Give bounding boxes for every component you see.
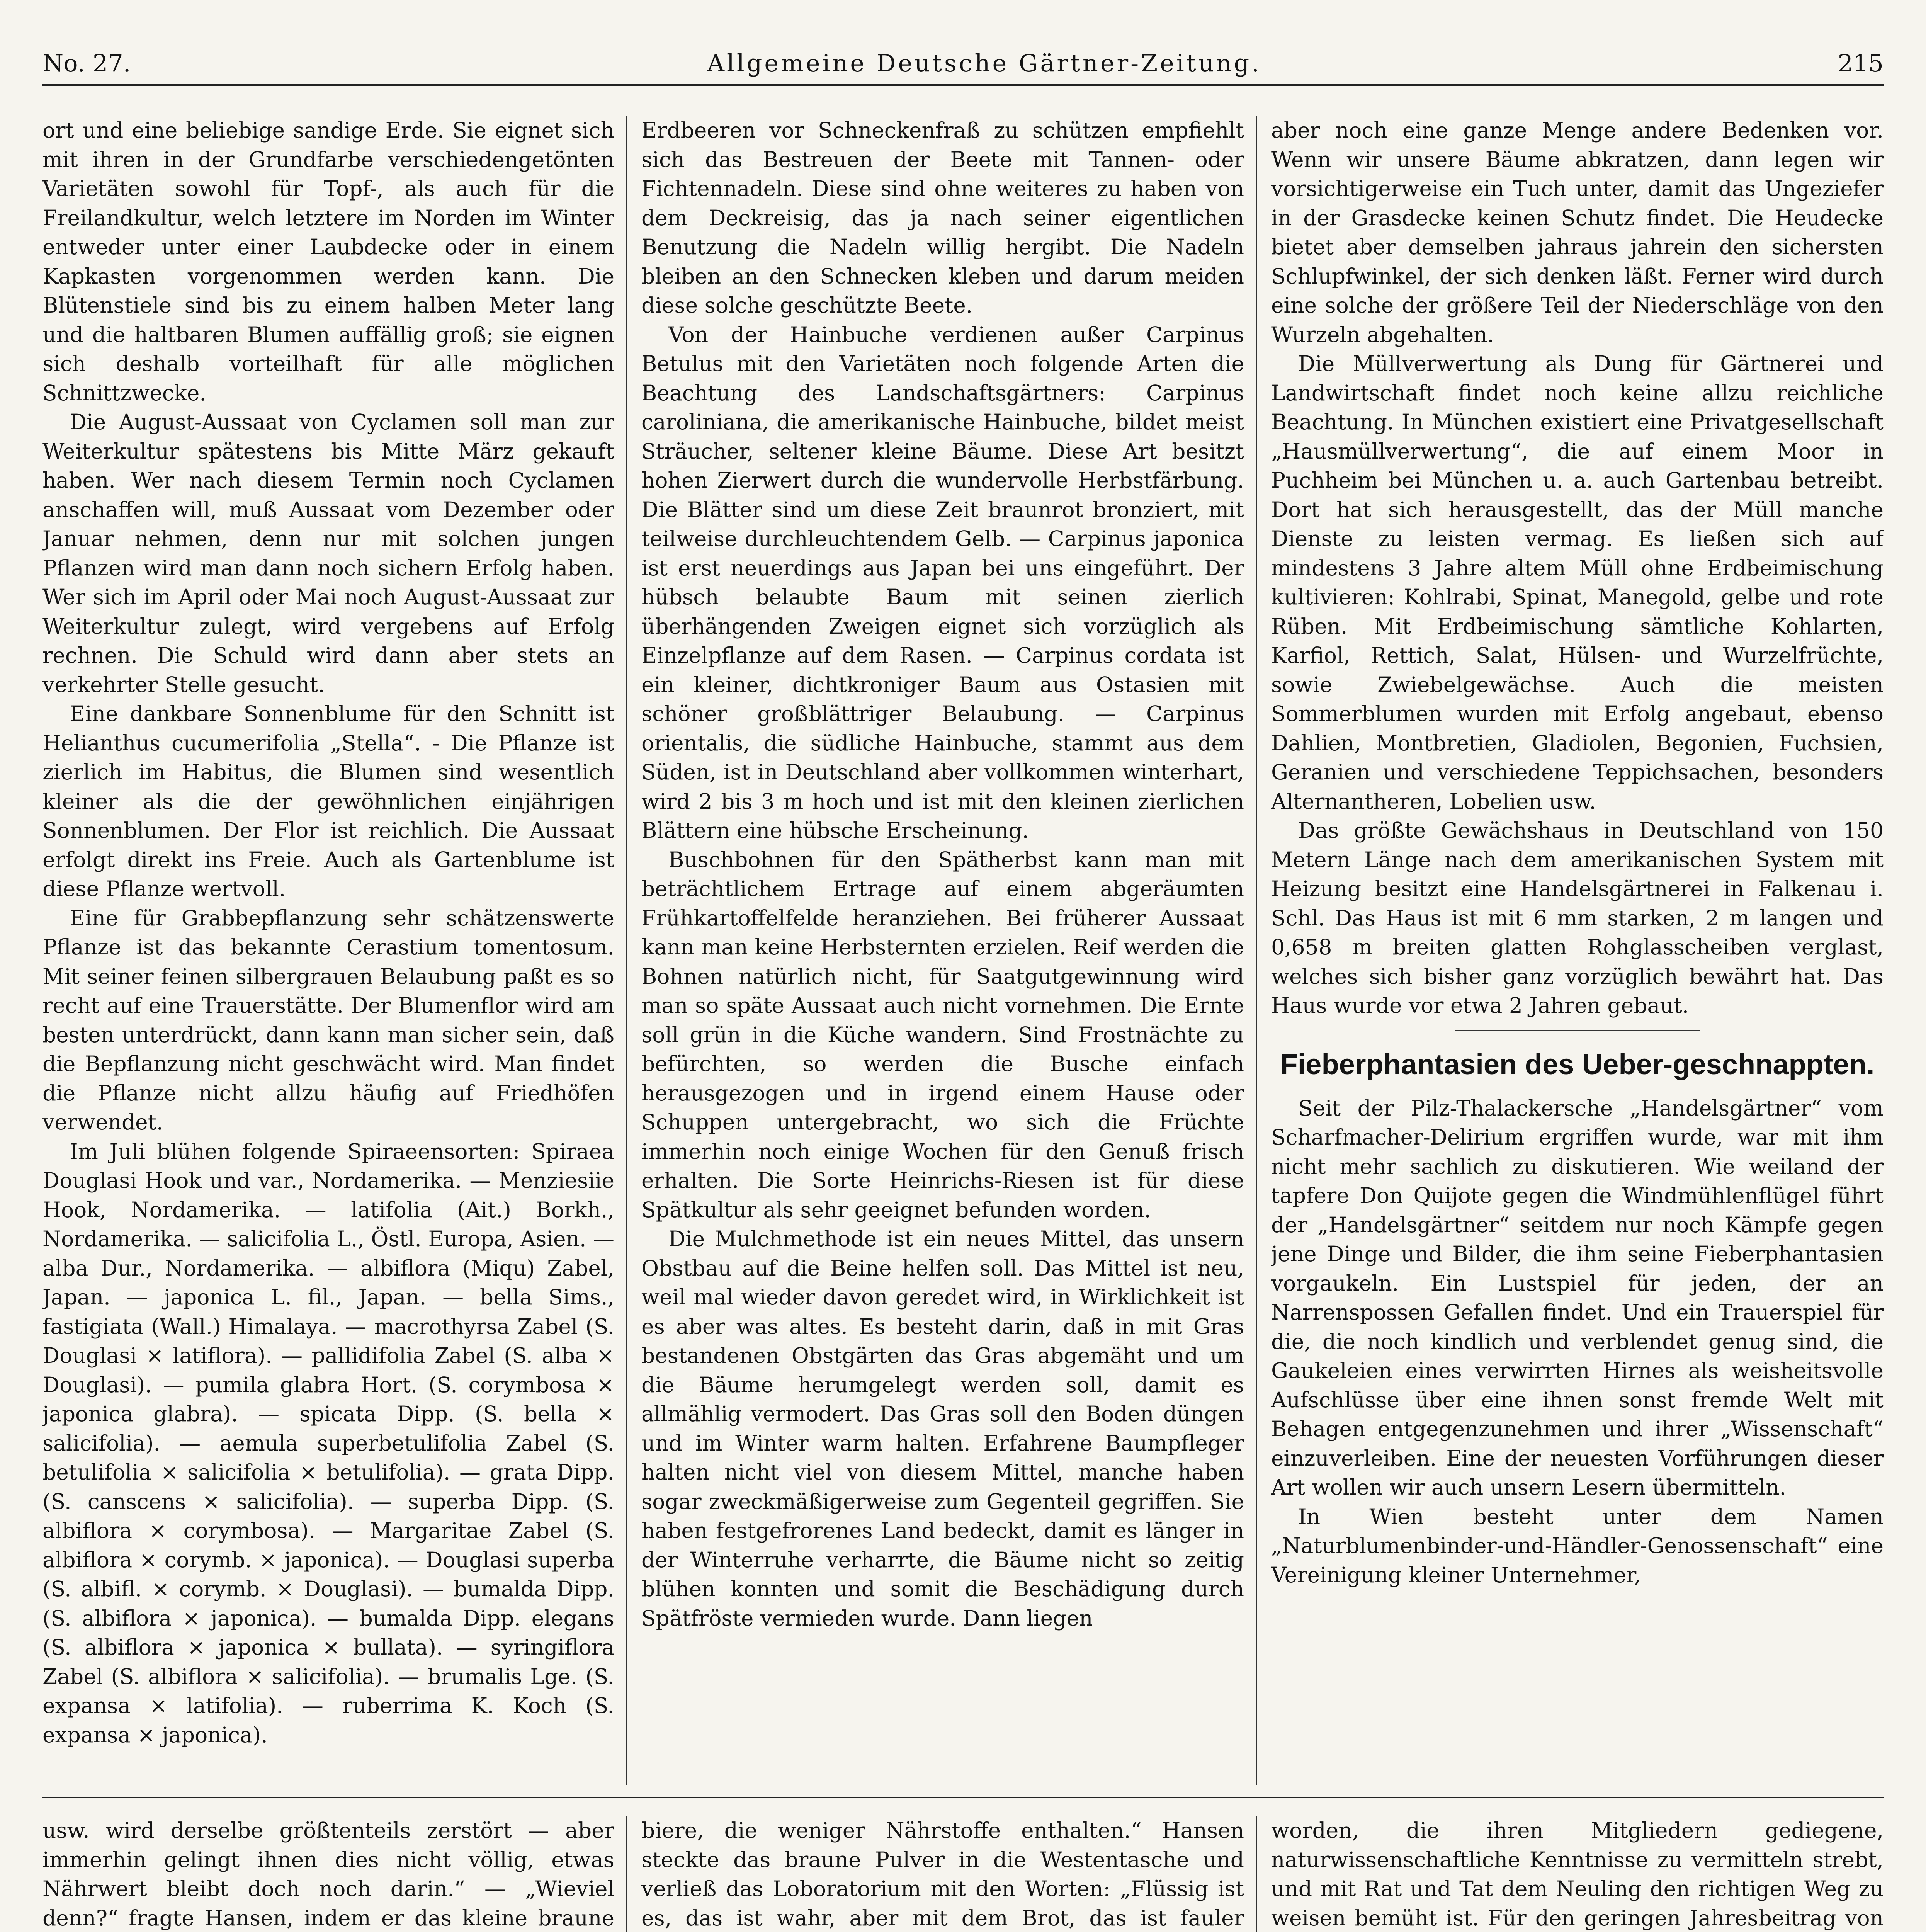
issue-number: No. 27. (42, 49, 131, 77)
page-number: 215 (1838, 49, 1884, 77)
section-rule (1455, 1030, 1700, 1031)
page-header (42, 35, 1884, 86)
top-column-2 (641, 116, 1244, 1785)
column-divider (1256, 1816, 1257, 1932)
paragraph: Seit der Pilz-Thalackersche „Handelsgärtner“ vom Scharfmacher-Delirium ergriffen wurde, war mit ihm nicht mehr sachlich zu diskutieren. Wie weiland der tapfere Don Quijote gegen die Windmühlenflügel führt der „Handelsgärtner“ seitdem nur noch Kämpfe gegen jene Dinge und Bilder, die ihm seine Fieberphantasien vorgaukeln. Ein Lustspiel für jeden, der an Narrenspossen Gefallen findet. Und ein Trauerspiel für die, die noch kindlich und verblendet genug sind, die Gaukeleien eines verwirrten Hirnes als weisheitsvolle Aufschlüsse über eine ihnen sonst fremde Welt mit Behagen entgegenzunehmen und ihrer „Wissenschaft“ einzuverleiben. Eine der neuesten Vorführungen dieser Art wollen wir auch unsern Lesern übermitteln. (1271, 1095, 1884, 1500)
column-divider (1256, 116, 1257, 1785)
top-column-3 (1271, 116, 1884, 1785)
section-divider (42, 1797, 1884, 1798)
paragraph: Die Mulchmethode ist ein neues Mittel, das unsern Obstbau auf die Beine helfen soll. Das Mittel ist neu, weil mal wieder davon geredet wird, in Wirklichkeit ist es aber was altes. Es besteht darin, daß in mit Gras bestandenen Obstgärten das Gras abgemäht und um die Bäume herumgelegt werden soll, damit es allmählig vermodert. Das Gras soll den Boden düngen und im Winter warm halten. Erfahrene Baumpfleger halten nicht viel von diesem Mittel, manche haben sogar zweckmäßigerweise zum Gegenteil gegriffen. Sie haben festgefrorenes Land bedeckt, damit es länger in der Winterruhe verharrte, die Bäume nicht so zeitig blühen konnten und somit die Beschädigung durch Spätfröste vermieden wurde. Dann liegen (641, 1226, 1244, 1631)
bottom-column-2 (641, 1816, 1244, 1932)
paragraph: Eine für Grabbepflanzung sehr schätzenswerte Pflanze ist das bekannte Cerastium tomentosum. Mit seiner feinen silbergrauen Belaubung paßt es so recht auf eine Trauerstätte. Der Blumenflor wird am besten unterdrückt, dann kann man sicher sein, daß die Bepflanzung nicht geschwächt wird. Man findet die Pflanze nicht allzu häufig auf Friedhöfen verwendet. (42, 905, 614, 1134)
article-heading: Fieberphantasien des Ueber-geschnappten. (1280, 1048, 1875, 1080)
top-column-1 (42, 116, 614, 1785)
paragraph: usw. wird derselbe größtenteils zerstört — aber immerhin gelingt ihnen dies nicht völlig, etwas Nährwert bleibt doch noch darin.“ — „Wieviel denn?“ fragte Hansen, indem er das kleine braune (42, 1818, 614, 1930)
paragraph: aber noch eine ganze Menge andere Bedenken vor. Wenn wir unsere Bäume abkratzen, dann legen wir vorsichtigerweise ein Tuch unter, damit das Ungeziefer in der Grasdecke keinen Schutz findet. Die Heudecke bietet aber demselben jahraus jahrein den sichersten Schlupfwinkel, der sich denken läßt. Ferner wird durch eine solche der größere Teil der Niederschläge von den Wurzeln abgehalten. (1271, 118, 1884, 347)
bottom-column-3 (1271, 1816, 1884, 1932)
bottom-column-1 (42, 1816, 614, 1932)
paragraph: worden, die ihren Mitgliedern gediegene, naturwissenschaftliche Kenntnisse zu vermitteln strebt, und mit Rat und Tat dem Neuling den richtigen Weg zu weisen bemüht ist. Für den geringen Jahresbeitrag von (1271, 1818, 1884, 1930)
paragraph: Die August-Aussaat von Cyclamen soll man zur Weiterkultur spätestens bis Mitte März gekauft haben. Wer nach diesem Termin noch Cyclamen anschaffen will, muß Aussaat vom Dezember oder Januar nehmen, denn nur mit solchen jungen Pflanzen wird man dann noch sichern Erfolg haben. Wer sich im April oder Mai noch August-Aussaat zur Weiterkultur zulegt, wird vergebens auf Erfolg rechnen. Die Schuld wird dann aber stets an verkehrter Stelle gesucht. (42, 410, 614, 697)
paragraph: Buschbohnen für den Spätherbst kann man mit beträchtlichem Ertrage auf einem abgeräumten Frühkartoffelfelde heranziehen. Bei früherer Aussaat kann man keine Herbsternten erzielen. Reif werden die Bohnen natürlich nicht, für Saatgutgewinnung wird man so späte Aussaat auch nicht vornehmen. Die Ernte soll grün in die Küche wandern. Sind Frostnächte zu befürchten, so werden die Busche einfach herausgezogen und in irgend einem Hause oder Schuppen untergebracht, wo sich die Früchte immerhin noch einige Wochen für den Genuß frisch erhalten. Die Sorte Heinrichs-Riesen ist für diese Spätkultur als sehr geeignet befunden worden. (641, 847, 1244, 1222)
paragraph: Im Juli blühen folgende Spiraeensorten: Spiraea Douglasi Hook und var., Nordamerika. — Menziesiie Hook, Nordamerika. — latifolia (Ait.) Borkh., Nordamerika. — salicifolia L., Östl. Europa, Asien. — alba Dur., Nordamerika. — albiflora (Miqu) Zabel, Japan. — japonica L. fil., Japan. — bella Sims., fastigiata (Wall.) Himalaya. — macrothyrsa Zabel (S. Douglasi × latiflora). — pallidifolia Zabel (S. alba × Douglasi). — pumila glabra Hort. (S. corymbosa × japonica glabra). — spicata Dipp. (S. bella × salicifolia). — aemula superbetulifolia Zabel (S. betulifolia × salicifolia × betulifolia). — grata Dipp. (S. canscens × salicifolia). — superba Dipp. (S. albiflora × corymbosa). — Margaritae Zabel (S. albiflora × corymb. × japonica). — Douglasi superba (S. albifl. × corymb. × Douglasi). — bumalda Dipp. (S. albiflora × japonica). — bumalda Dipp. elegans (S. albiflora × japonica × bullata). — syringiflora Zabel (S. albiflora × salicifolia). — brumalis Lge. (S. expansa × latifolia). — ruberrima K. Koch (S. expansa × japonica). (42, 1139, 614, 1747)
paragraph: Erdbeeren vor Schneckenfraß zu schützen empfiehlt sich das Bestreuen der Beete mit Tannen- oder Fichtennadeln. Diese sind ohne weiteres zu haben von dem Deckreisig, das ja nach seiner eigentlichen Benutzung die Nadeln willig hergibt. Die Nadeln bleiben an den Schnecken kleben und darum meiden diese solche geschützte Beete. (641, 118, 1244, 318)
paragraph: Die Müllverwertung als Dung für Gärtnerei und Landwirtschaft findet noch keine allzu reichliche Beachtung. In München existiert eine Privatgesellschaft „Hausmüllverwertung“, die auf einem Moor in Puchheim bei München u. a. auch Gartenbau betreibt. Dort hat sich herausgestellt, das der Müll manche Dienste zu leisten vermag. Es ließen sich auf mindestens 3 Jahre altem Müll ohne Erdbeimischung kultivieren: Kohlrabi, Spinat, Manegold, gelbe und rote Rüben. Mit Erdbeimischung sämtliche Kohlarten, Karfiol, Rettich, Salat, Hülsen- und Wurzelfrüchte, sowie Zwiebelgewächse. Auch die meisten Sommerblumen wurden mit Erfolg angebaut, ebenso Dahlien, Montbretien, Gladiolen, Begonien, Fuchsien, Geranien und verschiedene Teppichsachen, besonders Alternantheren, Lobelien usw. (1271, 351, 1884, 814)
column-divider (626, 116, 627, 1785)
paragraph: Eine dankbare Sonnenblume für den Schnitt ist Helianthus cucumerifolia „Stella“. - Die Pflanze ist zierlich im Habitus, die Blumen sind wesentlich kleiner als die der gewöhnlichen einjährigen Sonnenblumen. Der Flor ist reichlich. Die Aussaat erfolgt direkt ins Freie. Auch als Gartenblume ist diese Pflanze wertvoll. (42, 701, 614, 901)
paragraph: In Wien besteht unter dem Namen „Naturblumenbinder-und-Händler-Genossenschaft“ eine Vereinigung kleiner Unternehmer, (1271, 1504, 1884, 1587)
paragraph: Von der Hainbuche verdienen außer Carpinus Betulus mit den Varietäten noch folgende Arten die Beachtung des Landschaftsgärtners: Carpinus caroliniana, die amerikanische Hainbuche, bildet meist Sträucher, seltener kleine Bäume. Diese Art besitzt hohen Zierwert durch die wundervolle Herbstfärbung. Die Blätter sind um diese Zeit braunrot bronziert, mit teilweise durchleuchtendem Gelb. — Carpinus japonica ist erst neuerdings aus Japan bei uns eingeführt. Der hübsch belaubte Baum mit seinen zierlich überhängenden Zweigen eignet sich vorzüglich als Einzelpflanze auf dem Rasen. — Carpinus cordata ist ein kleiner, dichtkroniger Baum aus Ostasien mit schöner großblättriger Belaubung. — Carpinus orientalis, die südliche Hainbuche, stammt aus dem Süden, ist in Deutschland aber vollkommen winterhart, wird 2 bis 3 m hoch und ist mit den kleinen zierlichen Blättern eine hübsche Erscheinung. (641, 322, 1244, 843)
paragraph: Das größte Gewächshaus in Deutschland von 150 Metern Länge nach dem amerikanischen System mit Heizung besitzt eine Handelsgärtnerei in Falkenau i. Schl. Das Haus ist mit 6 mm starken, 2 m langen und 0,658 m breiten glatten Rohglasscheiben verglast, welches sich bisher ganz vorzüglich bewährt hat. Das Haus wurde vor etwa 2 Jahren gebaut. (1271, 818, 1884, 1018)
paragraph: biere, die weniger Nährstoffe enthalten.“ Hansen steckte das braune Pulver in die Westentasche und verließ das Loboratorium mit den Worten: „Flüssig ist es, das ist wahr, aber mit dem Brot, das ist fauler (641, 1818, 1244, 1930)
paragraph: ort und eine beliebige sandige Erde. Sie eignet sich mit ihren in der Grundfarbe verschiedengetönten Varietäten sowohl für Topf-, als auch für die Freilandkultur, welch letztere im Norden im Winter entweder unter einer Laubdecke oder in einem Kapkasten vorgenommen werden kann. Die Blütenstiele sind bis zu einem halben Meter lang und die haltbaren Blumen auffällig groß; sie eignen sich deshalb vorteilhaft für alle möglichen Schnittzwecke. (42, 118, 614, 405)
newspaper-title: Allgemeine Deutsche Gärtner-Zeitung. (707, 49, 1261, 77)
column-divider (626, 1816, 627, 1932)
